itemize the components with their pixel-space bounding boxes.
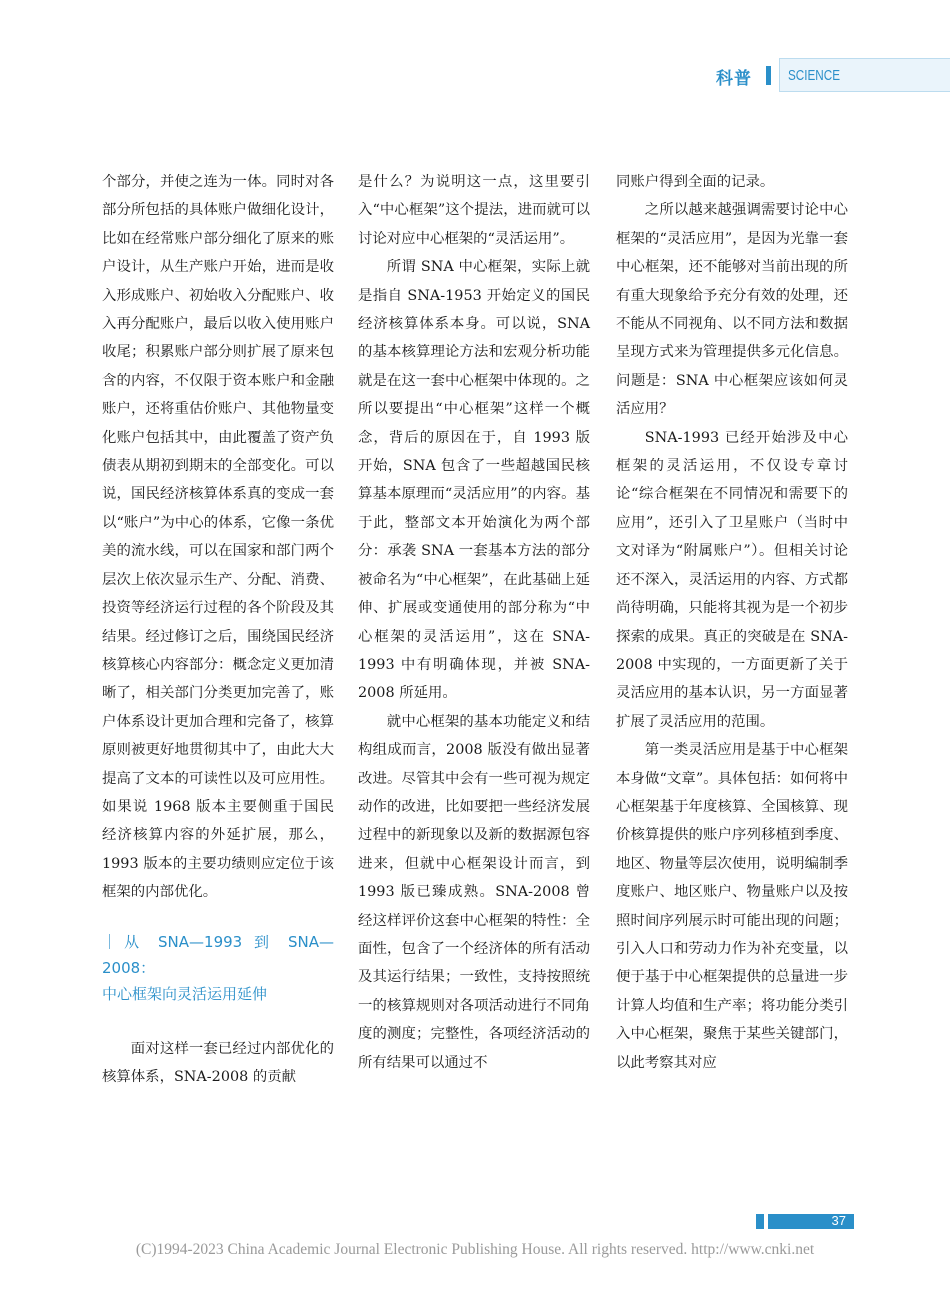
- paragraph: SNA-1993 已经开始涉及中心框架的灵活运用，不仅设专章讨论“综合框架在不同情况和需要下的应用”，还引入了卫星账户（当时中文对译为“附属账户”）。但相关讨论还不深入，灵活运用的内容、方式都尚待明确，只能将其视为是一个初步探索的成果。真正的突破是在 SNA-2008 中实现的，一方面更新了关于灵活应用的基本认识，另一方面显著扩展了灵活应用的范围。: [616, 429, 848, 730]
- paragraph: 面对这样一套已经过内部优化的核算体系，SNA-2008 的贡献: [102, 1040, 334, 1085]
- paragraph: 之所以越来越强调需要讨论中心框架的“灵活应用”，是因为光靠一套中心框架，还不能够对当前出现的所有重大现象给予充分有效的处理，还不能从不同视角、以不同方法和数据呈现方式来为管理提供多元化信息。问题是：SNA 中心框架应该如何灵活应用？: [616, 202, 848, 418]
- section-tag: SCIENCE: [788, 67, 841, 84]
- paragraph: 同账户得到全面的记录。: [616, 174, 775, 190]
- section-heading: [102, 929, 334, 1007]
- section-tag-box: [779, 58, 950, 92]
- section-heading-line-2: 中心框架向灵活运用延伸: [102, 984, 268, 1003]
- text-column-1: [102, 168, 334, 1091]
- section-heading-line-1: ｜从 SNA—1993 到 SNA—2008：: [102, 932, 334, 977]
- section-divider-mark: [766, 66, 771, 85]
- section-label: 科普: [716, 69, 752, 89]
- copyright-notice: (C)1994-2023 China Academic Journal Electronic Publishing House. All rights reserved. http://www.cnki.net: [135, 1241, 815, 1258]
- text-column-2: [358, 168, 590, 1077]
- paragraph: 就中心框架的基本功能定义和结构组成而言，2008 版没有做出显著改进。尽管其中会有一些可视为规定动作的改进，比如要把一些经济发展过程中的新现象以及新的数据源包容进来，但就中心框架设计而言，到 1993 版已臻成熟。SNA-2008 曾经这样评价这套中心框架的特性：全面性，包含了一个经济体的所有活动及其运行结果；一致性，支持按照统一的核算规则对各项活动进行不同角度的测度；完整性，各项经济活动的所有结果可以通过不: [358, 713, 590, 1071]
- paragraph: 第一类灵活应用是基于中心框架本身做“文章”。具体包括：如何将中心框架基于年度核算、全国核算、现价核算提供的账户序列移植到季度、地区、物量等层次使用，说明编制季度账户、地区账户、物量账户以及按照时间序列展示时可能出现的问题；引入人口和劳动力作为补充变量，以便于基于中心框架提供的总量进一步计算人均值和生产率；将功能分类引入中心框架，聚焦于某些关键部门，以此考察其对应: [616, 742, 848, 1071]
- text-column-3: [616, 168, 848, 1077]
- paragraph: 所谓 SNA 中心框架，实际上就是指自 SNA-1953 开始定义的国民经济核算体系本身。可以说，SNA 的基本核算理论方法和宏观分析功能就是在这一套中心框架中体现的。之所以要提出“中心框架”这样一个概念，背后的原因在于，自 1993 版开始，SNA 包含了一些超越国民核算基本原理而“灵活应用”的内容。基于此，整部文本开始演化为两个部分：承袭 SNA 一套基本方法的部分被命名为“中心框架”，在此基础上延伸、扩展或变通使用的部分称为“中心框架的灵活运用”，这在 SNA-1993 中有明确体现，并被 SNA-2008 所延用。: [358, 259, 590, 702]
- page-number: 37: [831, 1213, 846, 1228]
- paragraph: 个部分，并使之连为一体。同时对各部分所包括的具体账户做细化设计，比如在经常账户部分细化了原来的账户设计，从生产账户开始，进而是收入形成账户、初始收入分配账户、收入再分配账户，最后以收入使用账户收尾；积累账户部分则扩展了原来包含的内容，不仅限于资本账户和金融账户，还将重估价账户、其他物量变化账户包括其中，由此覆盖了资产负债表从期初到期末的全部变化。可以说，国民经济核算体系真的变成一套以“账户”为中心的体系，它像一条优美的流水线，可以在国家和部门两个层次上依次显示生产、分配、消费、投资等经济运行过程的各个阶段及其结果。经过修订之后，围绕国民经济核算核心内容部分：概念定义更加清晰了，相关部门分类更加完善了，账户体系设计更加合理和完备了，核算原则被更好地贯彻其中了，由此大大提高了文本的可读性以及可应用性。如果说 1968 版本主要侧重于国民经济核算内容的外延扩展，那么，1993 版本的主要功绩则应定位于该框架的内部优化。: [102, 174, 334, 901]
- paragraph: 是什么？为说明这一点，这里要引入“中心框架”这个提法，进而就可以讨论对应中心框架的“灵活运用”。: [358, 174, 590, 247]
- page-header: [680, 58, 950, 92]
- page-number-bar: [764, 1214, 854, 1229]
